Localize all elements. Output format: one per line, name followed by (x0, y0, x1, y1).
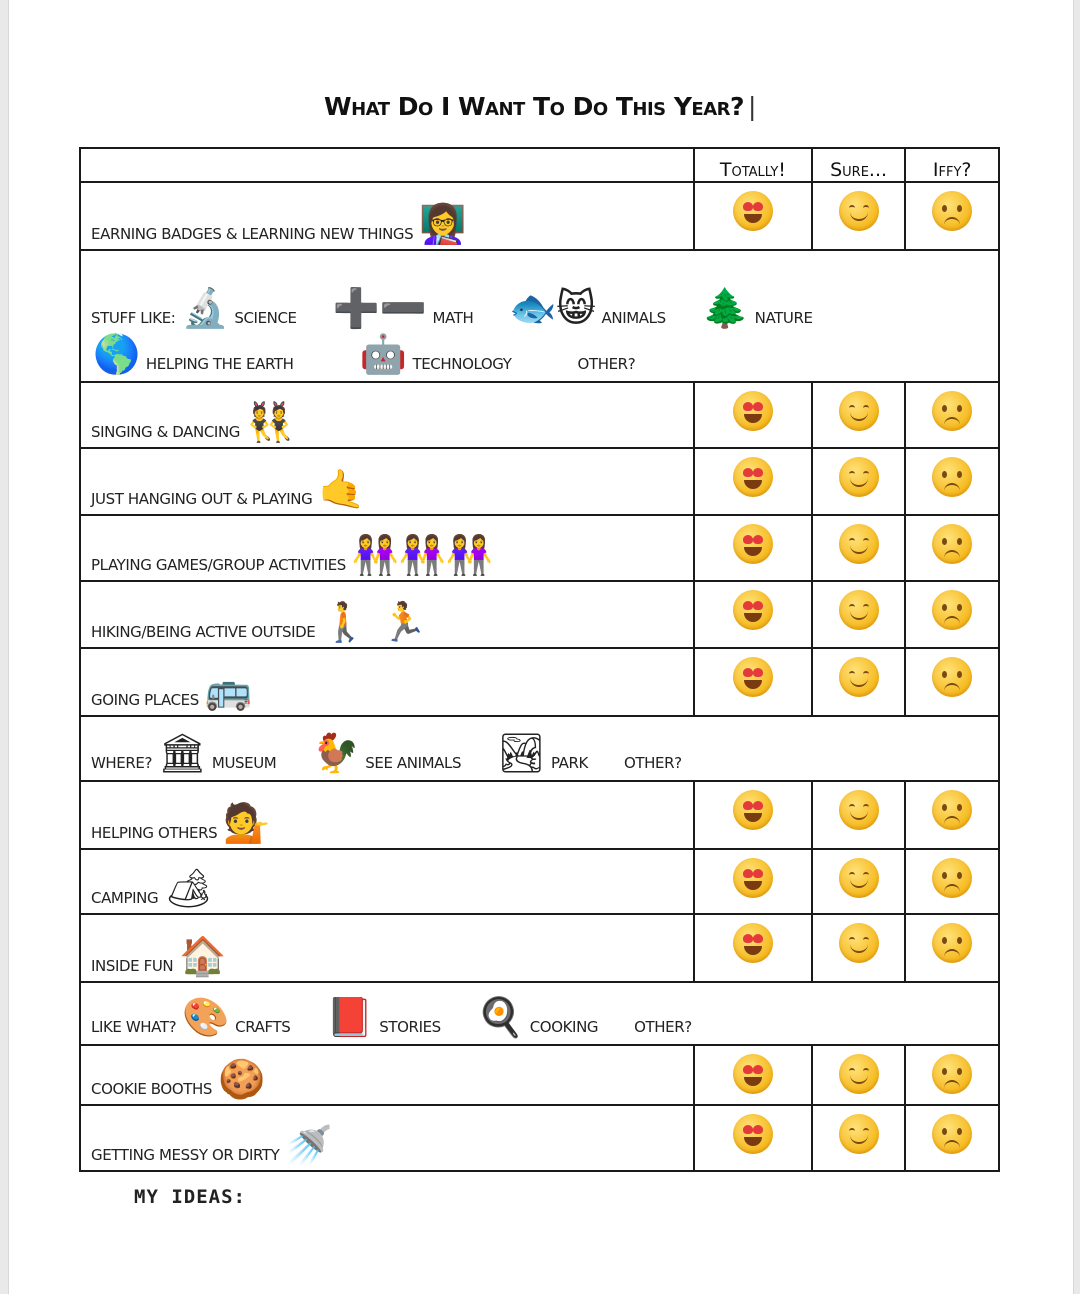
book-icon: 📕 (326, 995, 374, 1039)
rating-totally[interactable] (694, 1105, 812, 1171)
shower-icon: 🚿 (285, 1123, 333, 1167)
rating-iffy[interactable] (905, 1105, 999, 1171)
walking-running-icon: 🚶 🏃 (321, 600, 427, 644)
dancers-icon: 👯 (246, 400, 293, 444)
activity-row (80, 781, 999, 849)
cooking-pan-icon: 🍳 (476, 995, 524, 1039)
header-totally: Totally! (694, 148, 812, 182)
frowning-face-icon (932, 391, 972, 431)
fish-cat-icon: 🐟😸 (509, 286, 596, 330)
rating-totally[interactable] (694, 581, 812, 648)
rating-iffy[interactable] (905, 182, 999, 250)
activity-label: HIKING/BEING ACTIVE OUTSIDE (91, 623, 316, 641)
smiling-face-icon (839, 858, 879, 898)
rating-sure[interactable] (812, 515, 906, 581)
smiling-face-icon (839, 923, 879, 963)
rating-sure[interactable] (812, 1105, 906, 1171)
other-label: OTHER? (623, 754, 682, 772)
heart-eyes-face-icon (733, 391, 773, 431)
rooster-icon: 🐓 (312, 731, 360, 775)
rating-sure[interactable] (812, 781, 906, 849)
other-label: OTHER? (577, 355, 636, 373)
museum-label: MUSEUM (211, 754, 277, 772)
activity-label: INSIDE FUN (91, 957, 174, 975)
plus-minus-icon: ➕➖ (332, 286, 427, 330)
activity-row (80, 1105, 999, 1171)
activity-row (80, 914, 999, 982)
frowning-face-icon (932, 1054, 972, 1094)
rating-totally[interactable] (694, 781, 812, 849)
stuff-like-row (80, 250, 999, 382)
smiling-face-icon (839, 524, 879, 564)
teacher-icon: 👩‍🏫 (419, 202, 467, 246)
rating-sure[interactable] (812, 914, 906, 982)
rating-iffy[interactable] (905, 515, 999, 581)
rating-totally[interactable] (694, 1045, 812, 1105)
activity-row (80, 581, 999, 648)
activity-row (80, 1045, 999, 1105)
rating-sure[interactable] (812, 849, 906, 914)
header-row (80, 148, 999, 182)
crafts-label: CRAFTS (235, 1018, 291, 1036)
camping-icon: 🏕 (164, 866, 213, 910)
heart-eyes-face-icon (733, 191, 773, 231)
robot-icon: 🤖 (359, 332, 407, 376)
rating-iffy[interactable] (905, 382, 999, 448)
activity-label: GETTING MESSY OR DIRTY (91, 1146, 280, 1164)
smiling-face-icon (839, 191, 879, 231)
rating-iffy[interactable] (905, 781, 999, 849)
rating-totally[interactable] (694, 382, 812, 448)
rating-sure[interactable] (812, 182, 906, 250)
activity-row (80, 515, 999, 581)
activity-label: COOKIE BOOTHS (91, 1080, 212, 1098)
activity-survey-table (79, 147, 1000, 1172)
heart-eyes-face-icon (733, 1054, 773, 1094)
rating-iffy[interactable] (905, 448, 999, 515)
rating-totally[interactable] (694, 448, 812, 515)
activity-row (80, 448, 999, 515)
activity-label: SINGING & DANCING (91, 423, 241, 441)
smiling-face-icon (839, 1054, 879, 1094)
park-label: PARK (550, 754, 588, 772)
frowning-face-icon (932, 457, 972, 497)
frowning-face-icon (932, 590, 972, 630)
helping-earth-label: HELPING THE EARTH (145, 355, 294, 373)
cooking-label: COOKING (529, 1018, 599, 1036)
tree-icon: 🌲 (701, 286, 749, 330)
my-ideas-label: MY IDEAS: (134, 1186, 246, 1208)
rating-iffy[interactable] (905, 648, 999, 716)
activity-label: EARNING BADGES & LEARNING NEW THINGS (91, 225, 414, 243)
person-helping-icon: 💁 (223, 801, 271, 845)
heart-eyes-face-icon (733, 1114, 773, 1154)
frowning-face-icon (932, 858, 972, 898)
smiling-face-icon (839, 590, 879, 630)
smiling-face-icon (839, 790, 879, 830)
nature-label: NATURE (754, 309, 813, 327)
like-what-lead: LIKE WHAT? (91, 1018, 177, 1036)
rating-sure[interactable] (812, 648, 906, 716)
heart-eyes-face-icon (733, 590, 773, 630)
heart-eyes-face-icon (733, 657, 773, 697)
header-sure: Sure... (812, 148, 906, 182)
activity-label: GOING PLACES (91, 691, 199, 709)
where-lead: WHERE? (91, 754, 153, 772)
house-icon: 🏠 (179, 934, 227, 978)
animals-label: ANIMALS (601, 309, 666, 327)
bus-icon: 🚌 (204, 668, 252, 712)
rating-sure[interactable] (812, 1045, 906, 1105)
activity-row (80, 382, 999, 448)
smiling-face-icon (839, 457, 879, 497)
globe-icon: 🌎 (93, 332, 140, 376)
header-empty (80, 148, 694, 182)
rating-sure[interactable] (812, 448, 906, 515)
museum-icon: 🏛 (158, 731, 206, 775)
smiling-face-icon (839, 391, 879, 431)
rating-totally[interactable] (694, 849, 812, 914)
frowning-face-icon (932, 657, 972, 697)
frowning-face-icon (932, 524, 972, 564)
heart-eyes-face-icon (733, 457, 773, 497)
activity-label: PLAYING GAMES/GROUP ACTIVITIES (91, 556, 346, 574)
cookie-icon: 🍪 (218, 1057, 265, 1101)
frowning-face-icon (932, 923, 972, 963)
header-iffy: Iffy? (905, 148, 999, 182)
group-icon: 👭👭👭 (351, 533, 493, 577)
activity-row (80, 182, 999, 250)
science-label: SCIENCE (234, 309, 297, 327)
activity-label: CAMPING (91, 889, 159, 907)
rating-sure[interactable] (812, 382, 906, 448)
park-icon: 🏞 (497, 731, 545, 775)
shaka-hand-icon: 🤙 (318, 467, 366, 511)
math-label: MATH (432, 309, 474, 327)
microscope-icon: 🔬 (181, 286, 229, 330)
rating-totally[interactable] (694, 515, 812, 581)
rating-totally[interactable] (694, 914, 812, 982)
rating-iffy[interactable] (905, 1045, 999, 1105)
heart-eyes-face-icon (733, 790, 773, 830)
activity-row (80, 648, 999, 716)
rating-totally[interactable] (694, 648, 812, 716)
rating-iffy[interactable] (905, 914, 999, 982)
rating-sure[interactable] (812, 581, 906, 648)
page-title: What Do I Want To Do This Year? | (324, 92, 756, 121)
other-label: OTHER? (634, 1018, 692, 1036)
heart-eyes-face-icon (733, 923, 773, 963)
smiling-face-icon (839, 1114, 879, 1154)
rating-iffy[interactable] (905, 581, 999, 648)
heart-eyes-face-icon (733, 524, 773, 564)
smiling-face-icon (839, 657, 879, 697)
like-what-row (80, 982, 999, 1045)
see-animals-label: SEE ANIMALS (365, 754, 462, 772)
frowning-face-icon (932, 790, 972, 830)
palette-icon: 🎨 (182, 995, 230, 1039)
activity-row (80, 849, 999, 914)
frowning-face-icon (932, 1114, 972, 1154)
stories-label: STORIES (379, 1018, 441, 1036)
technology-label: TECHNOLOGY (412, 355, 512, 373)
activity-label: JUST HANGING OUT & PLAYING (91, 490, 313, 508)
frowning-face-icon (932, 191, 972, 231)
heart-eyes-face-icon (733, 858, 773, 898)
stuff-like-lead: STUFF LIKE: (91, 309, 176, 327)
where-row (80, 716, 999, 781)
activity-label: HELPING OTHERS (91, 824, 218, 842)
rating-totally[interactable] (694, 182, 812, 250)
rating-iffy[interactable] (905, 849, 999, 914)
